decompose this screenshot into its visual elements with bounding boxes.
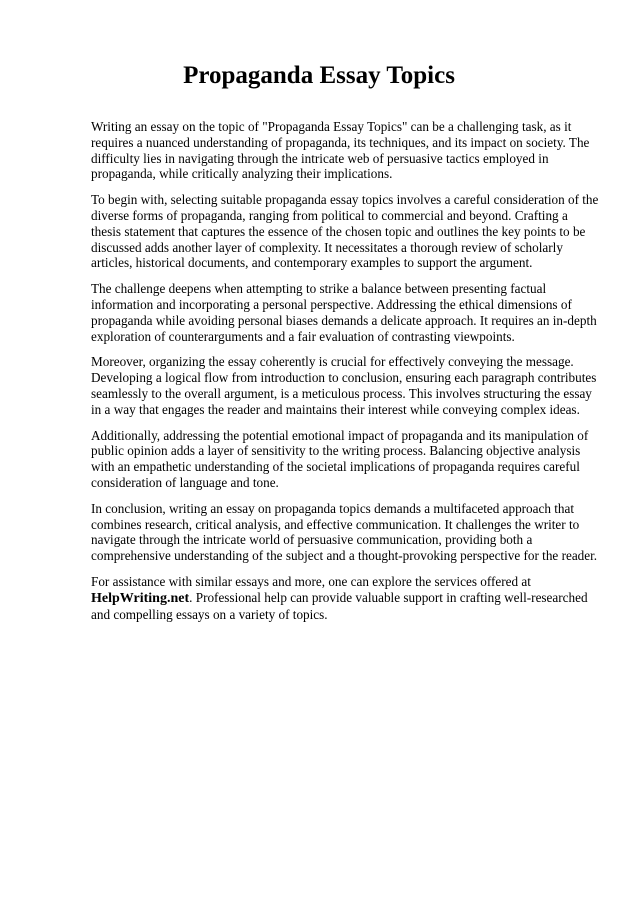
paragraph-intro: Writing an essay on the topic of "Propaganda Essay Topics" can be a challenging task, as it requires a nuanced understanding of propaganda, its techniques, and its impact on society. The difficulty lies in navigating through the intricate web of persuasive tactics employed in propaganda, while critically analyzing their implications. <box>91 119 590 182</box>
paragraph-challenge: The challenge deepens when attempting to strike a balance between presenting factual information and incorporating a personal perspective. Addressing the ethical dimensions of propaganda while avoiding personal biases demands a delicate approach. It requires an in-depth exploration of counterarguments and a fair evaluation of contrasting viewpoints. <box>91 281 597 344</box>
closing-text-after: . Professional help can provide valuable support in crafting well-researched and compelling essays on a variety of topics. <box>91 589 588 622</box>
paragraph-topic-selection: To begin with, selecting suitable propaganda essay topics involves a careful consideration of the diverse forms of propaganda, ranging from political to commercial and beyond. Crafting a thesis statement that captures the essence of the chosen topic and outlines the key points to be discussed adds another layer of complexity. It necessitates a thorough review of scholarly articles, historical documents, and contemporary examples to support the argument. <box>91 192 599 271</box>
document-title: Propaganda Essay Topics <box>183 62 455 89</box>
paragraph-emotional-impact: Additionally, addressing the potential emotional impact of propaganda and its manipulation of public opinion adds a layer of sensitivity to the writing process. Balancing objective analysis with an empathetic understanding of the societal implications of propaganda requires careful consideration of language and tone. <box>91 427 589 490</box>
paragraph-organization: Moreover, organizing the essay coherently is crucial for effectively conveying the message. Developing a logical flow from introduction to conclusion, ensuring each paragraph contributes seamlessly to the overall argument, is a meticulous process. This involves structuring the essay in a way that engages the reader and maintains their interest while conveying complex ideas. <box>91 354 597 417</box>
paragraph-conclusion: In conclusion, writing an essay on propaganda topics demands a multifaceted approach that combines research, critical analysis, and effective communication. It challenges the writer to navigate through the intricate world of persuasive communication, providing both a comprehensive understanding of the subject and a thought-provoking perspective for the reader. <box>91 500 598 564</box>
helpwriting-link[interactable]: HelpWriting.net <box>91 590 190 606</box>
closing-text-before: For assistance with similar essays and more, one can explore the services offered at <box>91 573 531 589</box>
document-body <box>91 119 599 632</box>
paragraph-closing <box>91 574 599 622</box>
